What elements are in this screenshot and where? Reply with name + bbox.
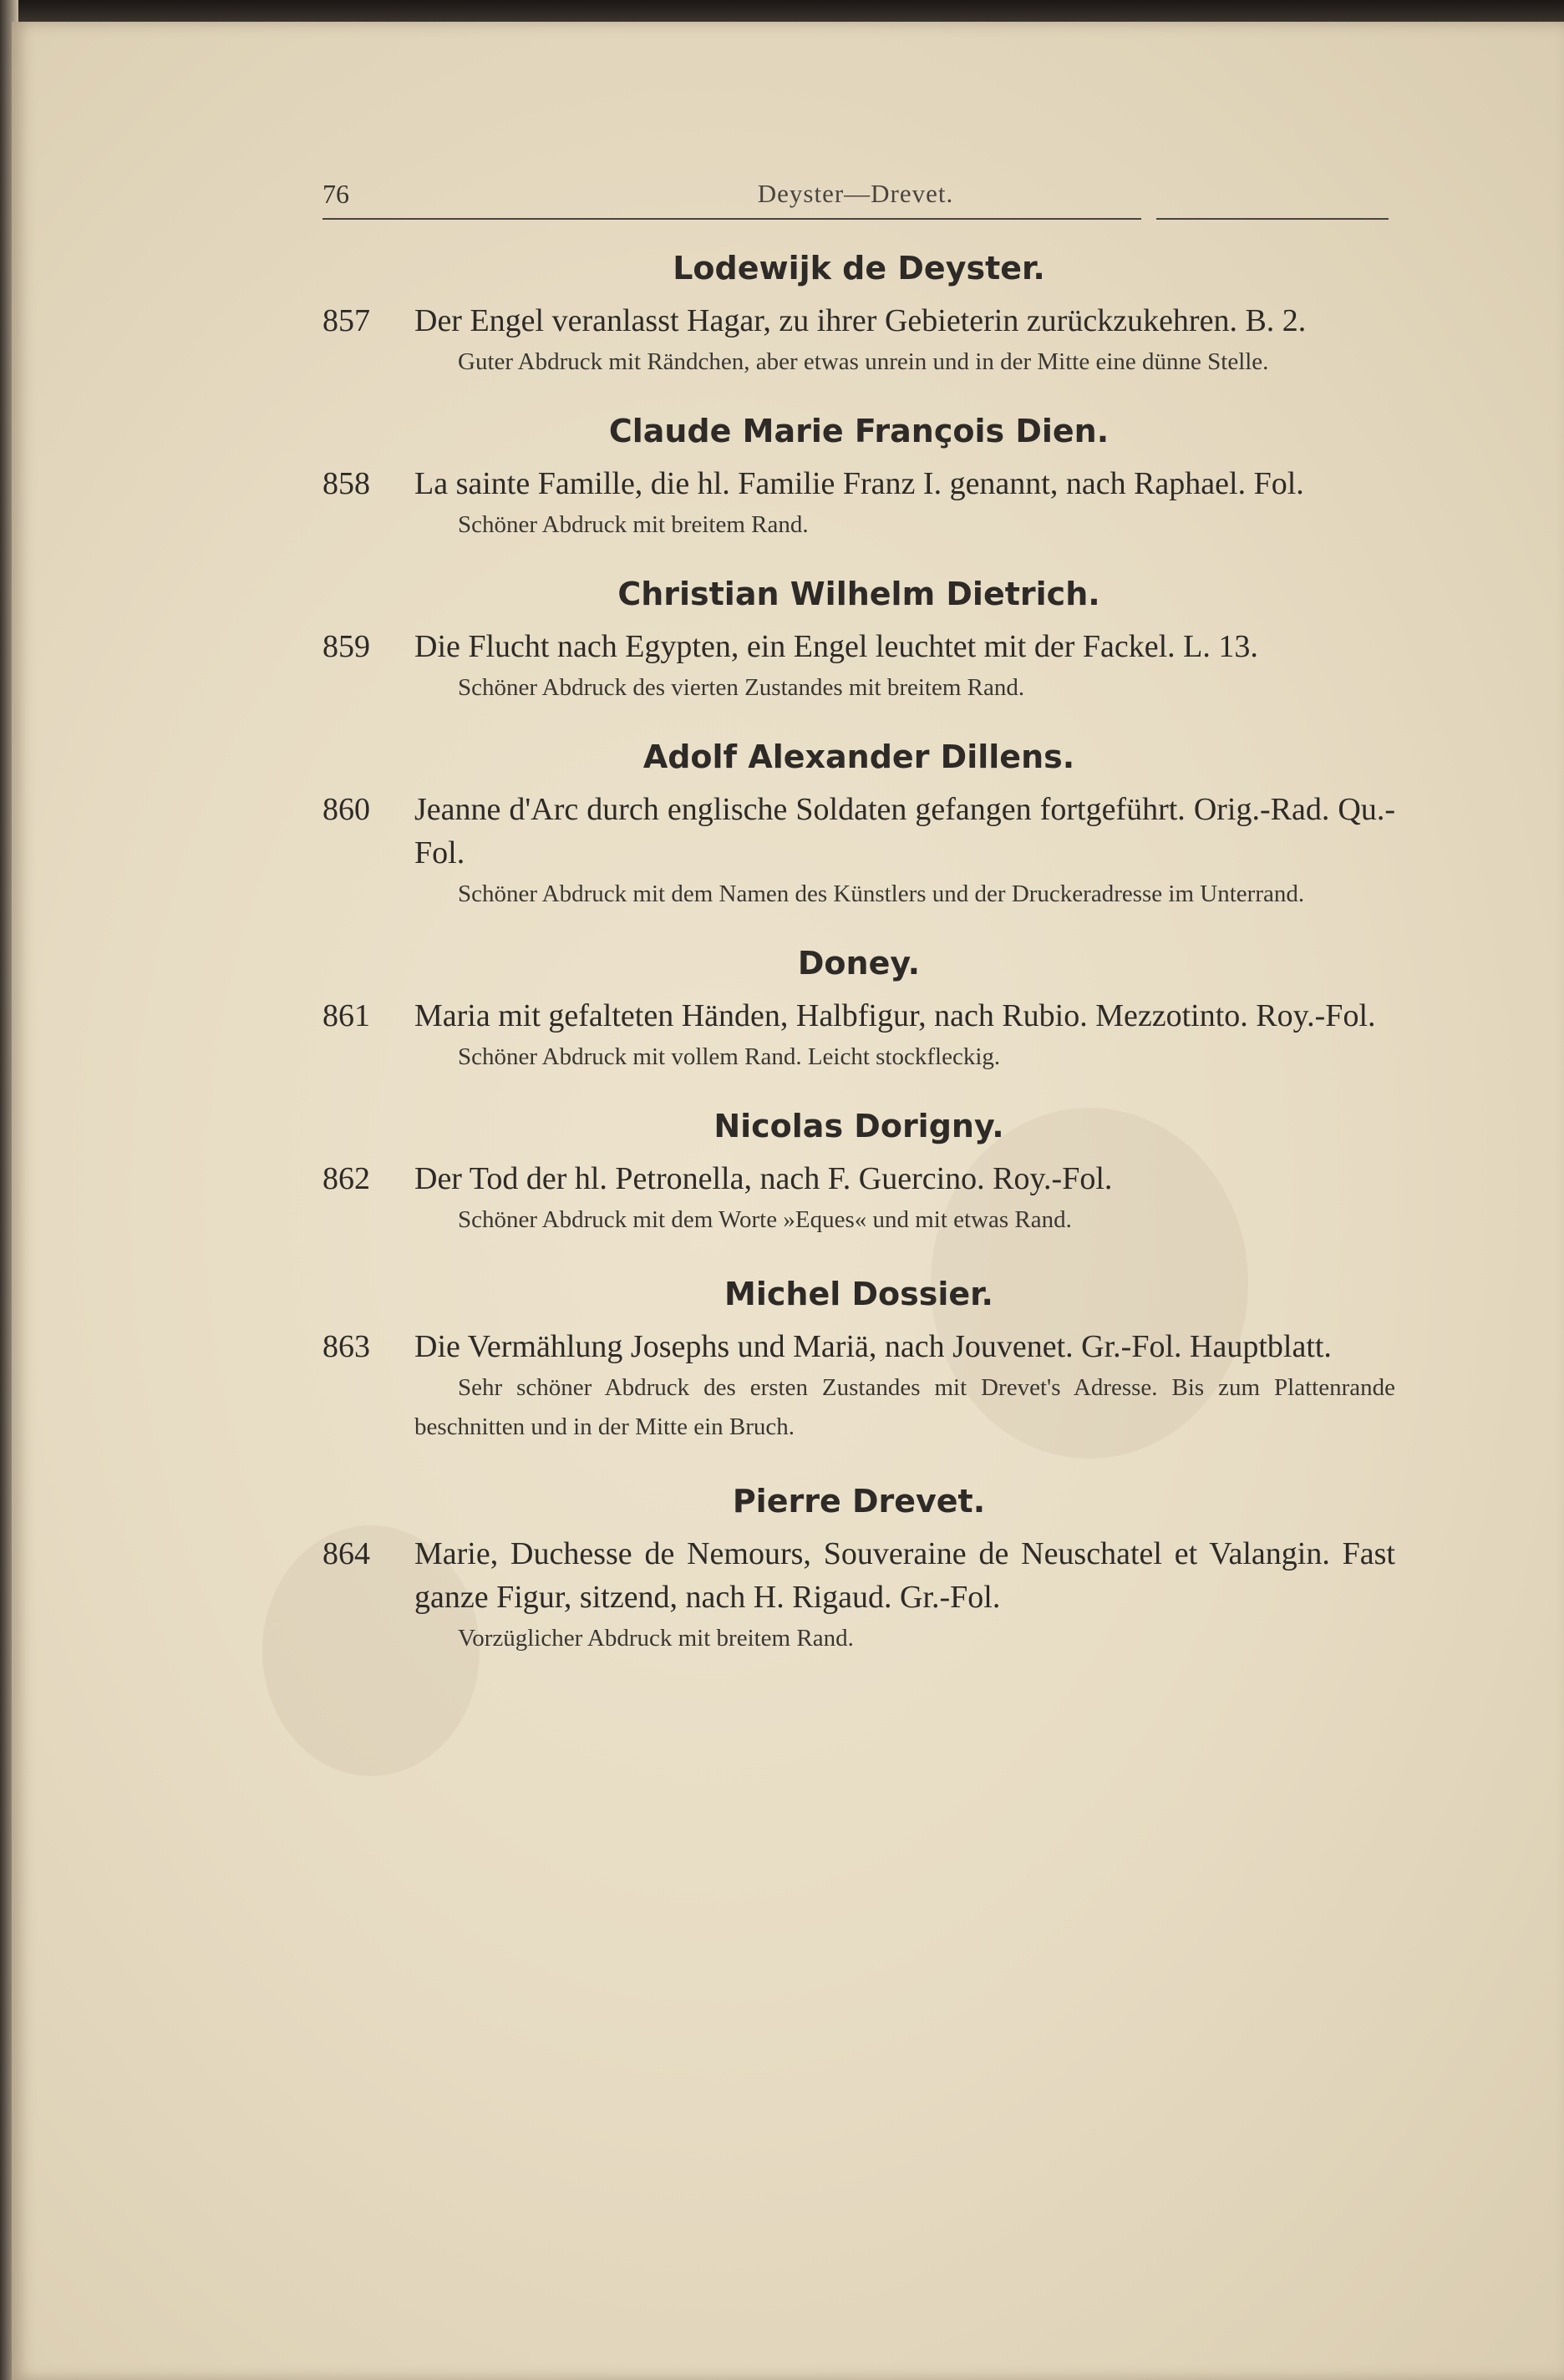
catalog-entry — [322, 994, 1395, 1077]
artist-heading: Lodewijk de Deyster. — [673, 250, 1045, 287]
lot-number: 858 — [322, 466, 370, 501]
entry-title: La sainte Famille, die hl. Familie Franz I. genannt, nach Raphael. Fol. — [414, 466, 1304, 501]
catalog-entry — [322, 1157, 1395, 1240]
catalog-entry — [322, 625, 1395, 708]
entry-note: Sehr schöner Abdruck des ersten Zustandes mit Drevet's Adresse. Bis zum Plattenrande beschnitten und in der Mitte ein Bruch. — [414, 1374, 1395, 1440]
entry-note: Schöner Abdruck mit vollem Rand. Leicht stockfleckig. — [458, 1043, 1001, 1070]
catalog-entry — [322, 299, 1395, 382]
catalog-section — [322, 573, 1395, 708]
page-header — [322, 172, 1389, 222]
catalog-section — [322, 247, 1395, 382]
header-rule — [322, 218, 1141, 220]
catalog-entry — [322, 788, 1395, 914]
lot-number: 864 — [322, 1536, 370, 1571]
entry-note: Schöner Abdruck des vierten Zustandes mit breitem Rand. — [458, 674, 1025, 701]
entry-note: Schöner Abdruck mit dem Worte »Eques« und mit etwas Rand. — [458, 1206, 1072, 1233]
entry-title: Marie, Duchesse de Nemours, Souveraine de Neuschatel et Valangin. Fast ganze Figur, sitzend, nach H. Rigaud. Gr.-Fol. — [414, 1536, 1395, 1615]
catalog-section — [322, 1273, 1395, 1447]
catalog-entry — [322, 462, 1395, 545]
entry-title: Der Tod der hl. Petronella, nach F. Guercino. Roy.-Fol. — [414, 1161, 1113, 1196]
catalog-section — [322, 1105, 1395, 1240]
entry-title: Jeanne d'Arc durch englische Soldaten gefangen fortgeführt. Orig.-Rad. Qu.-Fol. — [414, 792, 1395, 870]
scan-border-top — [0, 0, 1564, 22]
entry-title: Der Engel veranlasst Hagar, zu ihrer Gebieterin zurückzukehren. B. 2. — [414, 303, 1307, 338]
artist-heading: Adolf Alexander Dillens. — [642, 738, 1075, 775]
catalog-section — [322, 410, 1395, 545]
lot-number: 862 — [322, 1161, 370, 1196]
artist-heading: Christian Wilhelm Dietrich. — [617, 576, 1100, 612]
catalog-section — [322, 736, 1395, 914]
entry-note: Schöner Abdruck mit breitem Rand. — [458, 511, 809, 538]
page-number: 76 — [322, 179, 349, 209]
lot-number: 857 — [322, 303, 370, 338]
running-head: Deyster—Drevet. — [757, 179, 954, 208]
catalog-section — [322, 1480, 1395, 1658]
catalog-entry — [322, 1532, 1395, 1658]
catalog-entry — [322, 1325, 1395, 1447]
entry-note: Vorzüglicher Abdruck mit breitem Rand. — [458, 1625, 854, 1652]
catalog-section — [322, 942, 1395, 1077]
entry-title: Die Vermählung Josephs und Mariä, nach Jouvenet. Gr.-Fol. Hauptblatt. — [414, 1329, 1332, 1364]
artist-heading: Michel Dossier. — [724, 1276, 993, 1312]
catalog-entries — [322, 236, 1395, 1658]
artist-heading: Nicolas Dorigny. — [713, 1108, 1004, 1144]
lot-number: 859 — [322, 629, 370, 664]
entry-note: Guter Abdruck mit Rändchen, aber etwas unrein und in der Mitte eine dünne Stelle. — [458, 348, 1269, 375]
artist-heading: Pierre Drevet. — [732, 1483, 986, 1520]
entry-title: Die Flucht nach Egypten, ein Engel leuchtet mit der Fackel. L. 13. — [414, 629, 1258, 664]
artist-heading: Doney. — [797, 945, 921, 982]
lot-number: 861 — [322, 998, 370, 1033]
lot-number: 863 — [322, 1329, 370, 1364]
entry-note: Schöner Abdruck mit dem Namen des Künstlers und der Druckeradresse im Unterrand. — [458, 880, 1305, 907]
entry-title: Maria mit gefalteten Händen, Halbfigur, nach Rubio. Mezzotinto. Roy.-Fol. — [414, 998, 1376, 1033]
lot-number: 860 — [322, 792, 370, 827]
header-rule — [1156, 218, 1389, 220]
artist-heading: Claude Marie François Dien. — [608, 413, 1110, 449]
